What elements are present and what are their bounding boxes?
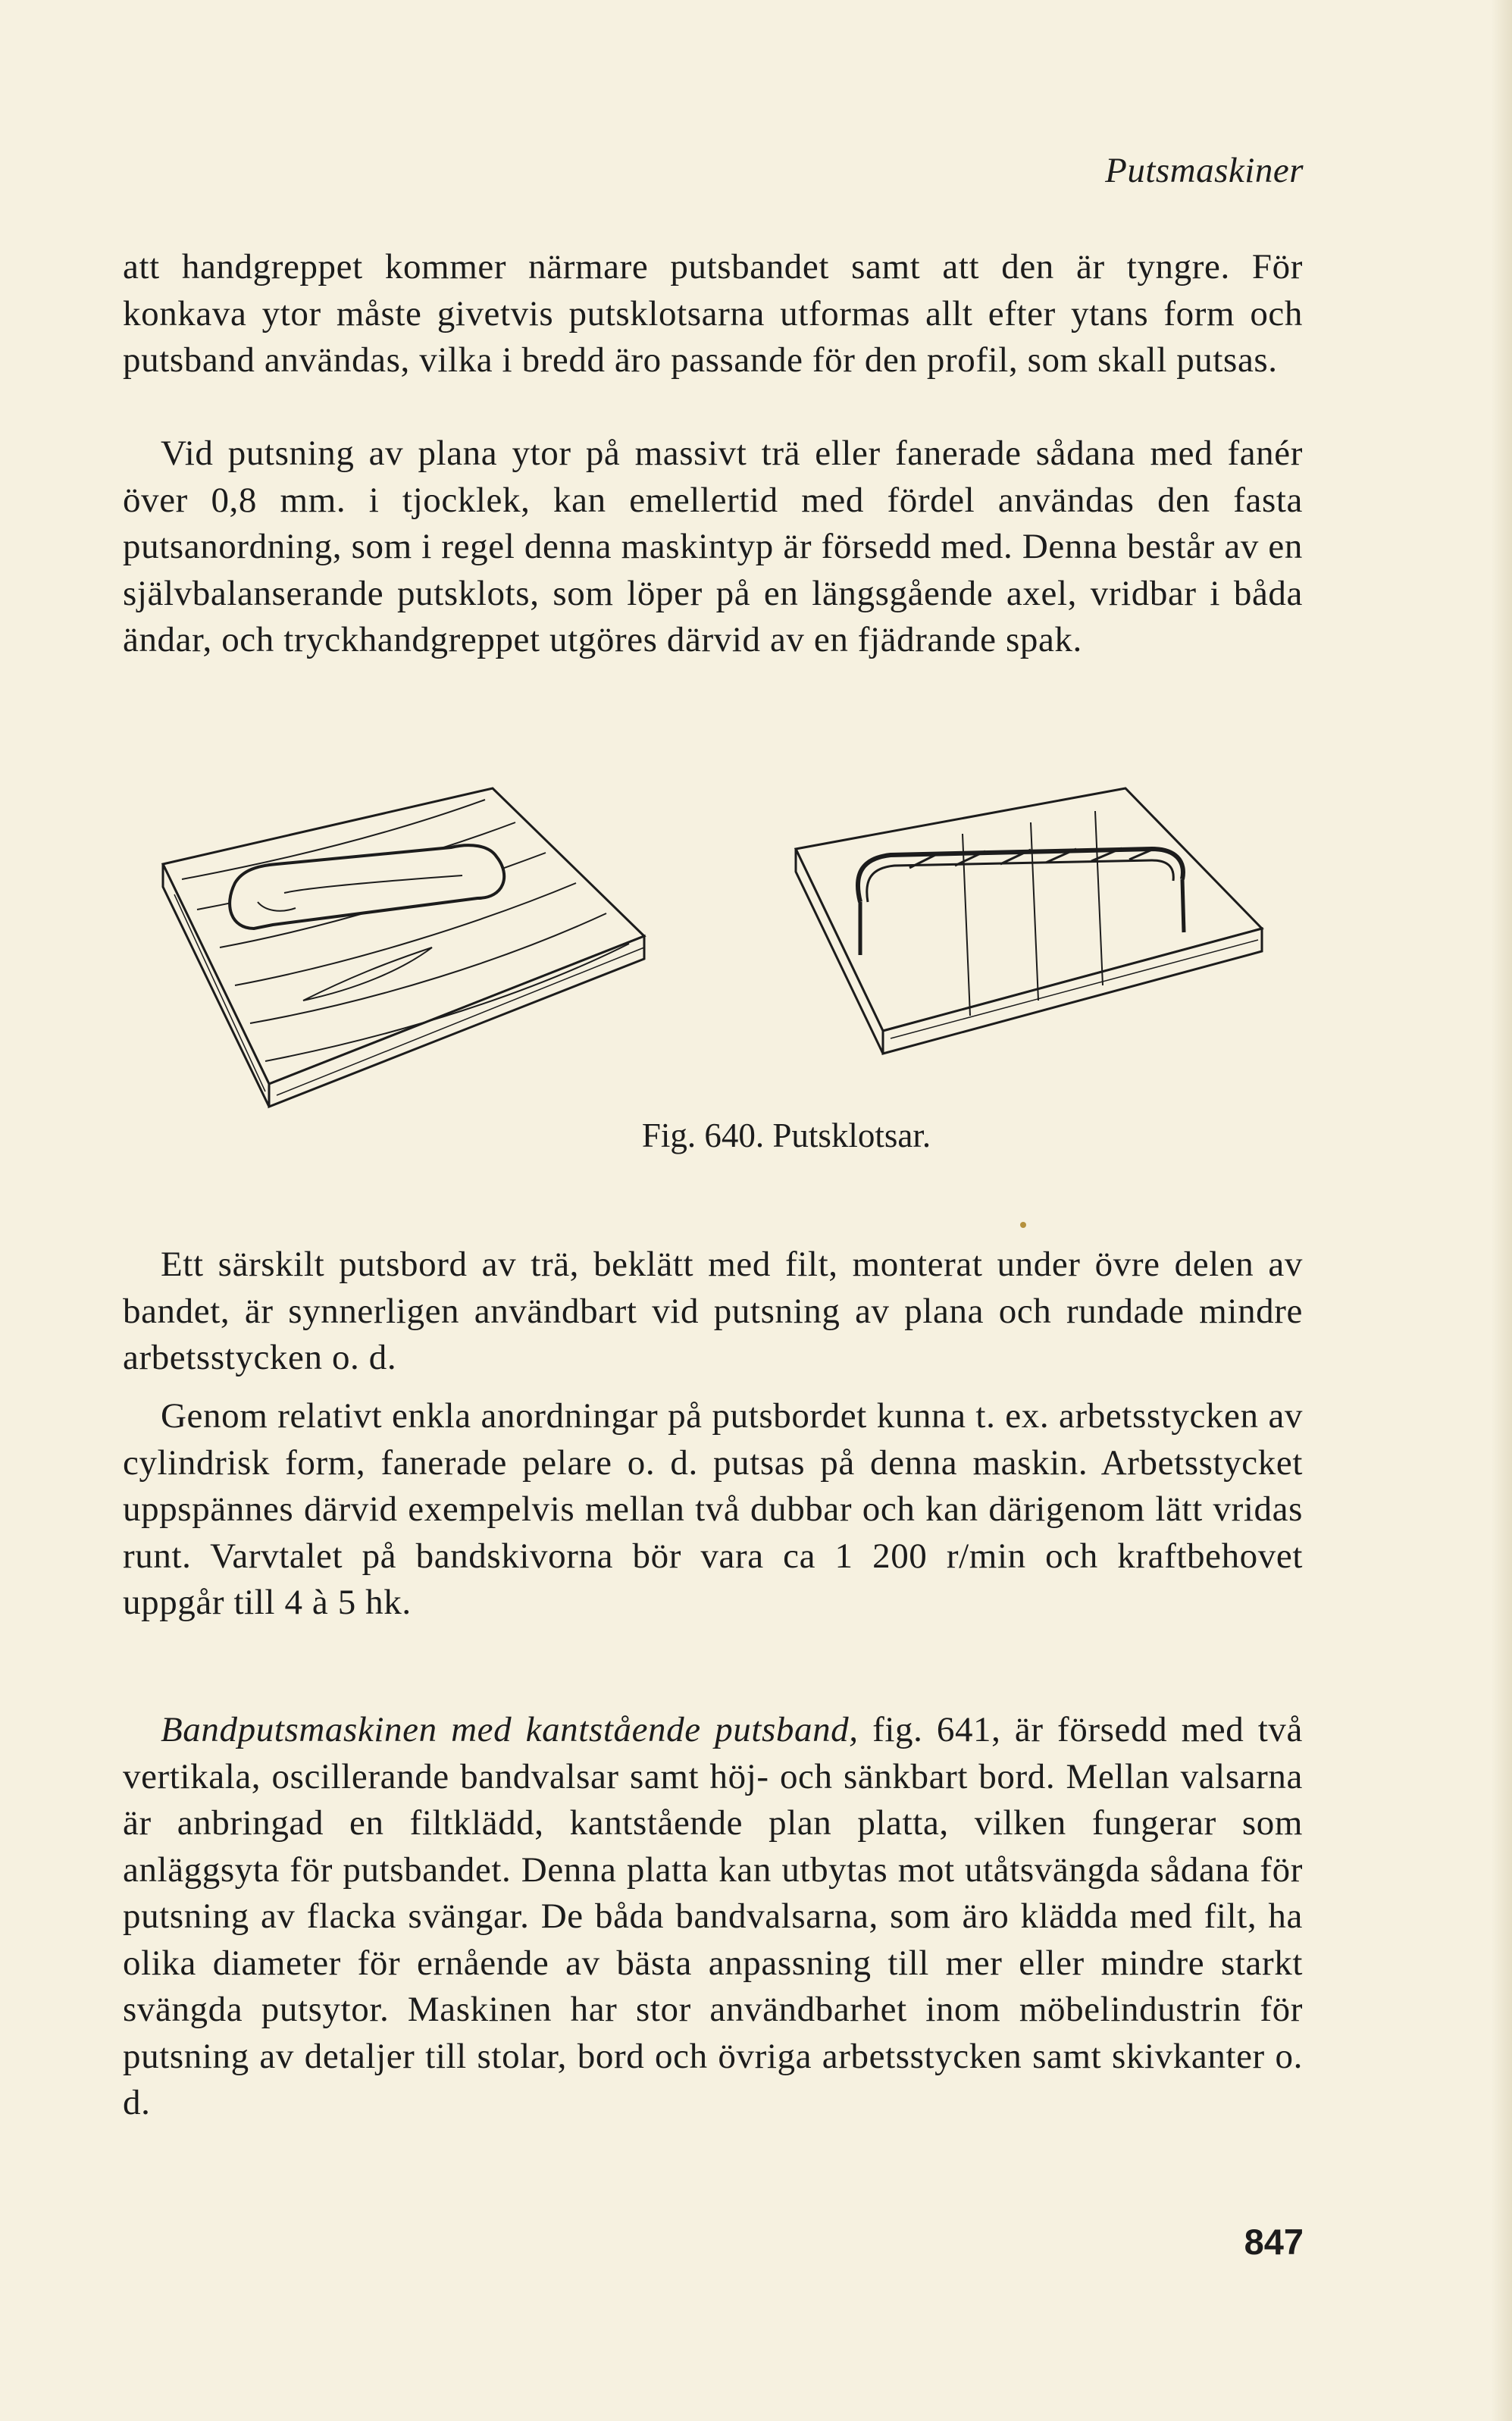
- paragraph-5: [123, 1707, 1303, 2127]
- paragraph-1: att handgreppet kommer närmare putsbandet samt att den är tyngre. För konkava ytor måste givetvis putsklotsarna utformas allt efter ytans form och putsband användas, vilka i bredd äro passande för den profil, som skall putsas.: [123, 247, 1303, 380]
- paragraph-2: Vid putsning av plana ytor på massivt trä eller fanerade sådana med fanér över 0,8 mm. i tjocklek, kan emellertid med fördel användas den fasta putsanordning, som i regel denna maskintyp är försedd med. Denna består av en självbalanserande putsklots, som löper på en längsgående axel, vridbar i båda ändar, och tryckhandgreppet utgöres därvid av en fjädrande spak.: [123, 434, 1303, 659]
- paragraph-4: Genom relativt enkla anordningar på putsbordet kunna t. ex. arbetsstycken av cylindrisk form, fanerade pelare o. d. putsas på denna maskin. Arbetsstycket uppspännes därvid exempelvis mellan två dubbar och kan därigenom lätt vridas runt. Varvtalet på bandskivorna bör vara ca 1 200 r/min och kraftbehovet uppgår till 4 à 5 hk.: [123, 1396, 1303, 1622]
- speck: [1020, 1222, 1026, 1228]
- metal-handle-block-drawing: [796, 788, 1262, 1054]
- figure-caption: Fig. 640. Putsklotsar.: [641, 1117, 931, 1154]
- wooden-block-drawing: [163, 788, 644, 1107]
- paragraph-5-italic-lead: Bandputsmaskinen med kantstående putsband,: [161, 1710, 859, 1749]
- page-number: 847: [1244, 2222, 1304, 2262]
- figure-sanding-blocks: [152, 773, 1288, 1137]
- page-edge: [1491, 0, 1512, 2421]
- running-title: Putsmaskiner: [1105, 151, 1304, 190]
- paragraph-5-body: fig. 641, är försedd med två vertikala, oscillerande bandvalsar samt höj- och sänkbart bord. Mellan valsarna är anbringad en filtklädd, kantstående plan platta, vilken fungerar som anläggsyta för putsbandet. Denna platta kan utbytas mot utåtsvängda sådana för putsning av flacka svängar. De båda bandvalsarna, som äro klädda med filt, ha olika diameter för ernående av bästa anpassning till mer eller mindre starkt svängda putsytor. Maskinen har stor användbarhet inom möbelindustrin för putsning av detaljer till stolar, bord och övriga arbetsstycken samt skivkanter o. d.: [123, 1710, 1303, 2122]
- paragraph-3: Ett särskilt putsbord av trä, beklätt med filt, monterat under övre delen av bandet, är synnerligen användbart vid putsning av plana och rundade mindre arbetsstycken o. d.: [123, 1245, 1303, 1377]
- sanding-blocks-illustration: [152, 773, 1288, 1137]
